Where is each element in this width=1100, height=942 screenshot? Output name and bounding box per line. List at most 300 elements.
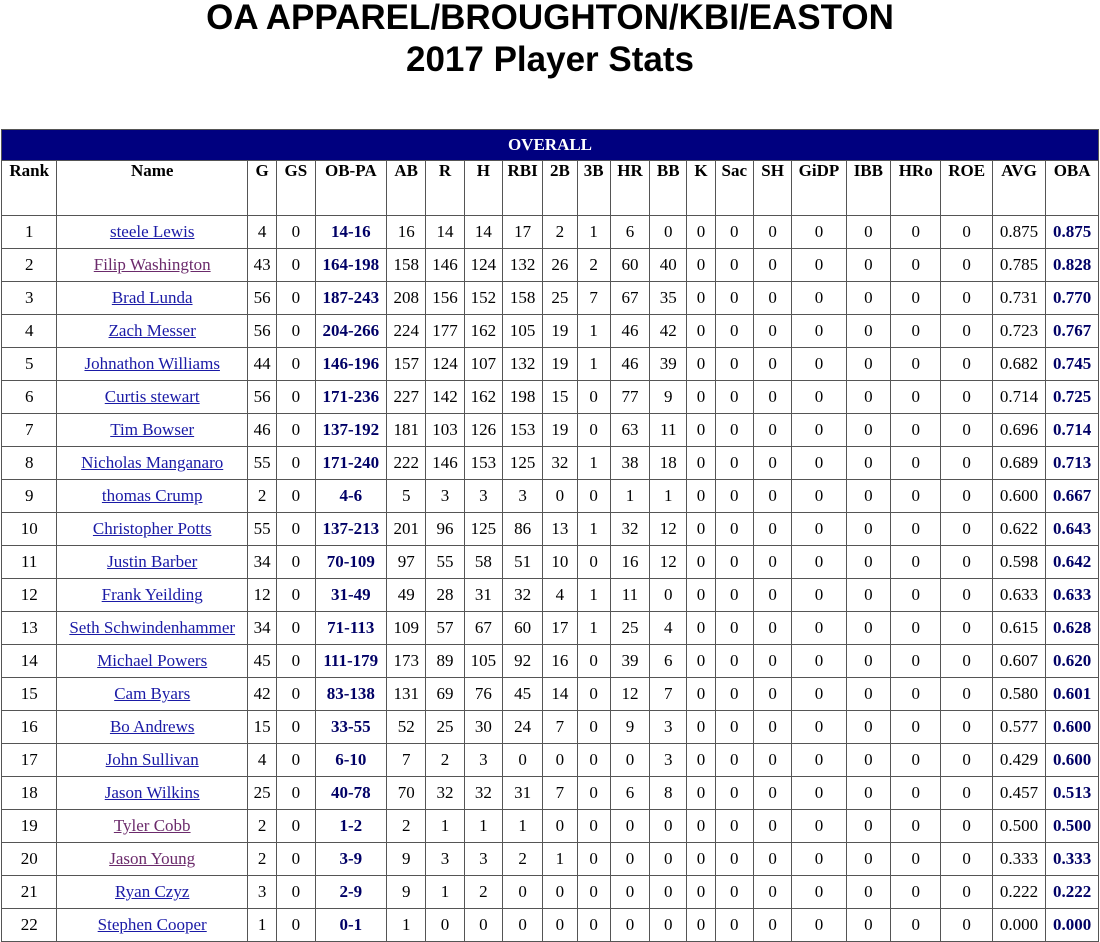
player-name-link[interactable]: Jason Wilkins — [104, 783, 200, 802]
strikeouts-cell: 0 — [687, 876, 715, 909]
triples-cell: 0 — [577, 645, 610, 678]
player-name-cell — [57, 810, 248, 843]
sh-cell: 0 — [753, 579, 791, 612]
roe-cell: 0 — [941, 876, 992, 909]
home-runs-cell: 1 — [610, 480, 649, 513]
triples-cell: 1 — [577, 513, 610, 546]
rbi-cell: 0 — [502, 876, 542, 909]
ibb-cell: 0 — [846, 579, 890, 612]
home-runs-cell: 39 — [610, 645, 649, 678]
doubles-cell: 19 — [543, 414, 577, 447]
games-cell: 34 — [247, 612, 276, 645]
runs-cell: 25 — [426, 711, 464, 744]
player-name-link[interactable]: Tim Bowser — [110, 420, 195, 439]
sh-cell: 0 — [753, 414, 791, 447]
hro-cell: 0 — [891, 678, 941, 711]
runs-cell: 2 — [426, 744, 464, 777]
oba-cell: 0.222 — [1046, 876, 1099, 909]
ibb-cell: 0 — [846, 447, 890, 480]
hro-cell: 0 — [891, 249, 941, 282]
column-header-2b: 2B — [543, 161, 577, 216]
column-header-sac: Sac — [715, 161, 753, 216]
rbi-cell: 32 — [502, 579, 542, 612]
hits-cell: 32 — [464, 777, 502, 810]
runs-cell: 3 — [426, 480, 464, 513]
player-name-link[interactable]: Christopher Potts — [92, 519, 212, 538]
hro-cell: 0 — [891, 546, 941, 579]
games-started-cell: 0 — [277, 216, 315, 249]
table-row — [2, 381, 1099, 414]
player-name-link[interactable]: Stephen Cooper — [97, 915, 207, 934]
doubles-cell: 19 — [543, 315, 577, 348]
roe-cell: 0 — [941, 216, 992, 249]
games-started-cell: 0 — [277, 876, 315, 909]
rank-cell: 22 — [2, 909, 57, 942]
avg-cell: 0.682 — [992, 348, 1045, 381]
column-header-ab: AB — [387, 161, 426, 216]
avg-cell: 0.696 — [992, 414, 1045, 447]
rank-cell: 14 — [2, 645, 57, 678]
ibb-cell: 0 — [846, 678, 890, 711]
player-name-link[interactable]: Cam Byars — [114, 684, 191, 703]
avg-cell: 0.875 — [992, 216, 1045, 249]
hits-cell: 3 — [464, 744, 502, 777]
player-name-link[interactable]: Tyler Cobb — [113, 816, 191, 835]
games-cell: 46 — [247, 414, 276, 447]
player-name-cell — [57, 414, 248, 447]
player-name-cell — [57, 381, 248, 414]
at-bats-cell: 9 — [387, 843, 426, 876]
section-header-overall: OVERALL — [2, 130, 1099, 161]
walks-cell: 11 — [650, 414, 687, 447]
at-bats-cell: 16 — [387, 216, 426, 249]
home-runs-cell: 25 — [610, 612, 649, 645]
table-row — [2, 645, 1099, 678]
runs-cell: 103 — [426, 414, 464, 447]
games-cell: 1 — [247, 909, 276, 942]
home-runs-cell: 9 — [610, 711, 649, 744]
ibb-cell: 0 — [846, 612, 890, 645]
sac-cell: 0 — [715, 447, 753, 480]
rank-cell: 18 — [2, 777, 57, 810]
hits-cell: 3 — [464, 843, 502, 876]
ob-pa-cell: 70-109 — [315, 546, 387, 579]
games-started-cell: 0 — [277, 711, 315, 744]
walks-cell: 0 — [650, 843, 687, 876]
player-name-cell — [57, 612, 248, 645]
avg-cell: 0.222 — [992, 876, 1045, 909]
home-runs-cell: 60 — [610, 249, 649, 282]
hro-cell: 0 — [891, 414, 941, 447]
hits-cell: 58 — [464, 546, 502, 579]
roe-cell: 0 — [941, 744, 992, 777]
sac-cell: 0 — [715, 546, 753, 579]
table-row — [2, 282, 1099, 315]
rbi-cell: 31 — [502, 777, 542, 810]
runs-cell: 32 — [426, 777, 464, 810]
ibb-cell: 0 — [846, 348, 890, 381]
player-name-cell — [57, 579, 248, 612]
runs-cell: 124 — [426, 348, 464, 381]
ob-pa-cell: 71-113 — [315, 612, 387, 645]
table-row — [2, 909, 1099, 942]
doubles-cell: 13 — [543, 513, 577, 546]
walks-cell: 40 — [650, 249, 687, 282]
doubles-cell: 7 — [543, 711, 577, 744]
ibb-cell: 0 — [846, 843, 890, 876]
runs-cell: 1 — [426, 810, 464, 843]
column-header-rank: Rank — [2, 161, 57, 216]
walks-cell: 12 — [650, 546, 687, 579]
roe-cell: 0 — [941, 810, 992, 843]
hro-cell: 0 — [891, 876, 941, 909]
doubles-cell: 14 — [543, 678, 577, 711]
sh-cell: 0 — [753, 348, 791, 381]
ibb-cell: 0 — [846, 282, 890, 315]
page-title-season: 2017 Player Stats — [406, 40, 694, 79]
column-header-name: Name — [57, 161, 248, 216]
sac-cell: 0 — [715, 579, 753, 612]
column-header-avg: AVG — [992, 161, 1045, 216]
doubles-cell: 26 — [543, 249, 577, 282]
rbi-cell: 125 — [502, 447, 542, 480]
player-name-cell — [57, 315, 248, 348]
at-bats-cell: 224 — [387, 315, 426, 348]
home-runs-cell: 0 — [610, 810, 649, 843]
sh-cell: 0 — [753, 909, 791, 942]
sh-cell: 0 — [753, 381, 791, 414]
rbi-cell: 60 — [502, 612, 542, 645]
player-name-link[interactable]: Seth Schwindenhammer — [69, 618, 236, 637]
hits-cell: 0 — [464, 909, 502, 942]
avg-cell: 0.731 — [992, 282, 1045, 315]
sac-cell: 0 — [715, 711, 753, 744]
table-row — [2, 216, 1099, 249]
player-name-link[interactable]: Justin Barber — [107, 552, 198, 571]
column-header-ibb: IBB — [846, 161, 890, 216]
column-header-hro: HRo — [891, 161, 941, 216]
home-runs-cell: 0 — [610, 843, 649, 876]
oba-cell: 0.628 — [1046, 612, 1099, 645]
rank-cell: 21 — [2, 876, 57, 909]
oba-cell: 0.600 — [1046, 711, 1099, 744]
rbi-cell: 2 — [502, 843, 542, 876]
player-name-link[interactable]: Johnathon Williams — [84, 354, 220, 373]
ob-pa-cell: 187-243 — [315, 282, 387, 315]
player-name-link[interactable]: Zach Messer — [108, 321, 196, 340]
column-header-ob-pa: OB-PA — [315, 161, 387, 216]
rbi-cell: 3 — [502, 480, 542, 513]
player-name-link[interactable]: Filip Washington — [93, 255, 211, 274]
games-started-cell: 0 — [277, 612, 315, 645]
sh-cell: 0 — [753, 282, 791, 315]
doubles-cell: 1 — [543, 843, 577, 876]
at-bats-cell: 181 — [387, 414, 426, 447]
strikeouts-cell: 0 — [687, 678, 715, 711]
hits-cell: 162 — [464, 381, 502, 414]
games-cell: 56 — [247, 381, 276, 414]
ob-pa-cell: 3-9 — [315, 843, 387, 876]
player-name-cell — [57, 678, 248, 711]
table-row — [2, 876, 1099, 909]
rbi-cell: 0 — [502, 744, 542, 777]
sh-cell: 0 — [753, 513, 791, 546]
player-name-link[interactable]: Bo Andrews — [109, 717, 195, 736]
games-started-cell: 0 — [277, 447, 315, 480]
triples-cell: 0 — [577, 546, 610, 579]
sh-cell: 0 — [753, 480, 791, 513]
gidp-cell: 0 — [792, 612, 846, 645]
doubles-cell: 15 — [543, 381, 577, 414]
at-bats-cell: 1 — [387, 909, 426, 942]
sh-cell: 0 — [753, 546, 791, 579]
ibb-cell: 0 — [846, 909, 890, 942]
at-bats-cell: 208 — [387, 282, 426, 315]
rank-cell: 16 — [2, 711, 57, 744]
rank-cell: 12 — [2, 579, 57, 612]
avg-cell: 0.723 — [992, 315, 1045, 348]
table-row — [2, 315, 1099, 348]
sac-cell: 0 — [715, 909, 753, 942]
hro-cell: 0 — [891, 447, 941, 480]
table-row — [2, 414, 1099, 447]
hro-cell: 0 — [891, 381, 941, 414]
walks-cell: 12 — [650, 513, 687, 546]
hits-cell: 162 — [464, 315, 502, 348]
walks-cell: 0 — [650, 579, 687, 612]
ibb-cell: 0 — [846, 216, 890, 249]
strikeouts-cell: 0 — [687, 513, 715, 546]
home-runs-cell: 16 — [610, 546, 649, 579]
table-row — [2, 777, 1099, 810]
rank-cell: 11 — [2, 546, 57, 579]
at-bats-cell: 201 — [387, 513, 426, 546]
strikeouts-cell: 0 — [687, 348, 715, 381]
hro-cell: 0 — [891, 579, 941, 612]
home-runs-cell: 38 — [610, 447, 649, 480]
sac-cell: 0 — [715, 645, 753, 678]
walks-cell: 8 — [650, 777, 687, 810]
walks-cell: 9 — [650, 381, 687, 414]
gidp-cell: 0 — [792, 249, 846, 282]
avg-cell: 0.429 — [992, 744, 1045, 777]
roe-cell: 0 — [941, 480, 992, 513]
oba-cell: 0.745 — [1046, 348, 1099, 381]
games-cell: 12 — [247, 579, 276, 612]
player-name-link[interactable]: steele Lewis — [109, 222, 195, 241]
ob-pa-cell: 14-16 — [315, 216, 387, 249]
games-started-cell: 0 — [277, 480, 315, 513]
games-started-cell: 0 — [277, 843, 315, 876]
sac-cell: 0 — [715, 414, 753, 447]
ob-pa-cell: 164-198 — [315, 249, 387, 282]
games-cell: 25 — [247, 777, 276, 810]
sac-cell: 0 — [715, 381, 753, 414]
games-cell: 15 — [247, 711, 276, 744]
ibb-cell: 0 — [846, 711, 890, 744]
sh-cell: 0 — [753, 876, 791, 909]
ibb-cell: 0 — [846, 414, 890, 447]
rbi-cell: 153 — [502, 414, 542, 447]
doubles-cell: 7 — [543, 777, 577, 810]
sac-cell: 0 — [715, 612, 753, 645]
avg-cell: 0.577 — [992, 711, 1045, 744]
triples-cell: 0 — [577, 843, 610, 876]
rbi-cell: 158 — [502, 282, 542, 315]
player-name-cell — [57, 216, 248, 249]
triples-cell: 0 — [577, 876, 610, 909]
oba-cell: 0.000 — [1046, 909, 1099, 942]
roe-cell: 0 — [941, 843, 992, 876]
player-name-link[interactable]: thomas Crump — [101, 486, 203, 505]
avg-cell: 0.600 — [992, 480, 1045, 513]
triples-cell: 0 — [577, 381, 610, 414]
player-name-link[interactable]: Curtis stewart — [104, 387, 200, 406]
player-name-link[interactable]: John Sullivan — [105, 750, 199, 769]
rbi-cell: 86 — [502, 513, 542, 546]
player-name-link[interactable]: Ryan Czyz — [115, 882, 190, 901]
avg-cell: 0.580 — [992, 678, 1045, 711]
runs-cell: 28 — [426, 579, 464, 612]
ibb-cell: 0 — [846, 876, 890, 909]
home-runs-cell: 46 — [610, 348, 649, 381]
ob-pa-cell: 137-192 — [315, 414, 387, 447]
games-started-cell: 0 — [277, 645, 315, 678]
column-header-h: H — [464, 161, 502, 216]
at-bats-cell: 5 — [387, 480, 426, 513]
rank-cell: 19 — [2, 810, 57, 843]
games-cell: 3 — [247, 876, 276, 909]
player-name-link[interactable]: Frank Yeilding — [101, 585, 203, 604]
player-name-link[interactable]: Jason Young — [109, 849, 196, 868]
sac-cell: 0 — [715, 810, 753, 843]
games-cell: 55 — [247, 447, 276, 480]
sh-cell: 0 — [753, 843, 791, 876]
column-header-g: G — [247, 161, 276, 216]
player-stats-body — [2, 216, 1099, 942]
sh-cell: 0 — [753, 315, 791, 348]
triples-cell: 1 — [577, 348, 610, 381]
walks-cell: 0 — [650, 216, 687, 249]
oba-cell: 0.601 — [1046, 678, 1099, 711]
walks-cell: 39 — [650, 348, 687, 381]
runs-cell: 0 — [426, 909, 464, 942]
strikeouts-cell: 0 — [687, 381, 715, 414]
sac-cell: 0 — [715, 513, 753, 546]
roe-cell: 0 — [941, 414, 992, 447]
hits-cell: 152 — [464, 282, 502, 315]
table-row — [2, 480, 1099, 513]
strikeouts-cell: 0 — [687, 579, 715, 612]
table-row — [2, 711, 1099, 744]
walks-cell: 6 — [650, 645, 687, 678]
doubles-cell: 0 — [543, 810, 577, 843]
doubles-cell: 32 — [543, 447, 577, 480]
sac-cell: 0 — [715, 777, 753, 810]
player-name-cell — [57, 249, 248, 282]
player-name-link[interactable]: Brad Lunda — [111, 288, 193, 307]
table-row — [2, 447, 1099, 480]
ob-pa-cell: 0-1 — [315, 909, 387, 942]
gidp-cell: 0 — [792, 909, 846, 942]
sh-cell: 0 — [753, 777, 791, 810]
strikeouts-cell: 0 — [687, 249, 715, 282]
player-name-cell — [57, 480, 248, 513]
at-bats-cell: 49 — [387, 579, 426, 612]
column-header-bb: BB — [650, 161, 687, 216]
gidp-cell: 0 — [792, 678, 846, 711]
games-started-cell: 0 — [277, 777, 315, 810]
ibb-cell: 0 — [846, 777, 890, 810]
roe-cell: 0 — [941, 579, 992, 612]
doubles-cell: 2 — [543, 216, 577, 249]
ibb-cell: 0 — [846, 315, 890, 348]
games-started-cell: 0 — [277, 678, 315, 711]
walks-cell: 3 — [650, 744, 687, 777]
doubles-cell: 25 — [543, 282, 577, 315]
player-name-link[interactable]: Nicholas Manganaro — [81, 453, 224, 472]
player-name-cell — [57, 282, 248, 315]
rank-cell: 15 — [2, 678, 57, 711]
games-started-cell: 0 — [277, 348, 315, 381]
gidp-cell: 0 — [792, 546, 846, 579]
games-cell: 43 — [247, 249, 276, 282]
ibb-cell: 0 — [846, 513, 890, 546]
avg-cell: 0.598 — [992, 546, 1045, 579]
oba-cell: 0.667 — [1046, 480, 1099, 513]
home-runs-cell: 46 — [610, 315, 649, 348]
player-name-link[interactable]: Michael Powers — [97, 651, 208, 670]
table-row — [2, 843, 1099, 876]
gidp-cell: 0 — [792, 480, 846, 513]
runs-cell: 14 — [426, 216, 464, 249]
ob-pa-cell: 1-2 — [315, 810, 387, 843]
sac-cell: 0 — [715, 678, 753, 711]
home-runs-cell: 63 — [610, 414, 649, 447]
walks-cell: 18 — [650, 447, 687, 480]
sac-cell: 0 — [715, 876, 753, 909]
sh-cell: 0 — [753, 612, 791, 645]
doubles-cell: 4 — [543, 579, 577, 612]
column-header-k: K — [687, 161, 715, 216]
runs-cell: 69 — [426, 678, 464, 711]
games-cell: 34 — [247, 546, 276, 579]
avg-cell: 0.622 — [992, 513, 1045, 546]
ob-pa-cell: 40-78 — [315, 777, 387, 810]
column-header-gidp: GiDP — [792, 161, 846, 216]
at-bats-cell: 7 — [387, 744, 426, 777]
home-runs-cell: 6 — [610, 216, 649, 249]
home-runs-cell: 67 — [610, 282, 649, 315]
at-bats-cell: 2 — [387, 810, 426, 843]
triples-cell: 0 — [577, 744, 610, 777]
doubles-cell: 0 — [543, 876, 577, 909]
gidp-cell: 0 — [792, 645, 846, 678]
avg-cell: 0.615 — [992, 612, 1045, 645]
gidp-cell: 0 — [792, 579, 846, 612]
strikeouts-cell: 0 — [687, 216, 715, 249]
rank-cell: 8 — [2, 447, 57, 480]
hro-cell: 0 — [891, 843, 941, 876]
hits-cell: 76 — [464, 678, 502, 711]
at-bats-cell: 97 — [387, 546, 426, 579]
player-name-cell — [57, 348, 248, 381]
oba-cell: 0.828 — [1046, 249, 1099, 282]
table-row — [2, 678, 1099, 711]
roe-cell: 0 — [941, 777, 992, 810]
ibb-cell: 0 — [846, 810, 890, 843]
walks-cell: 4 — [650, 612, 687, 645]
